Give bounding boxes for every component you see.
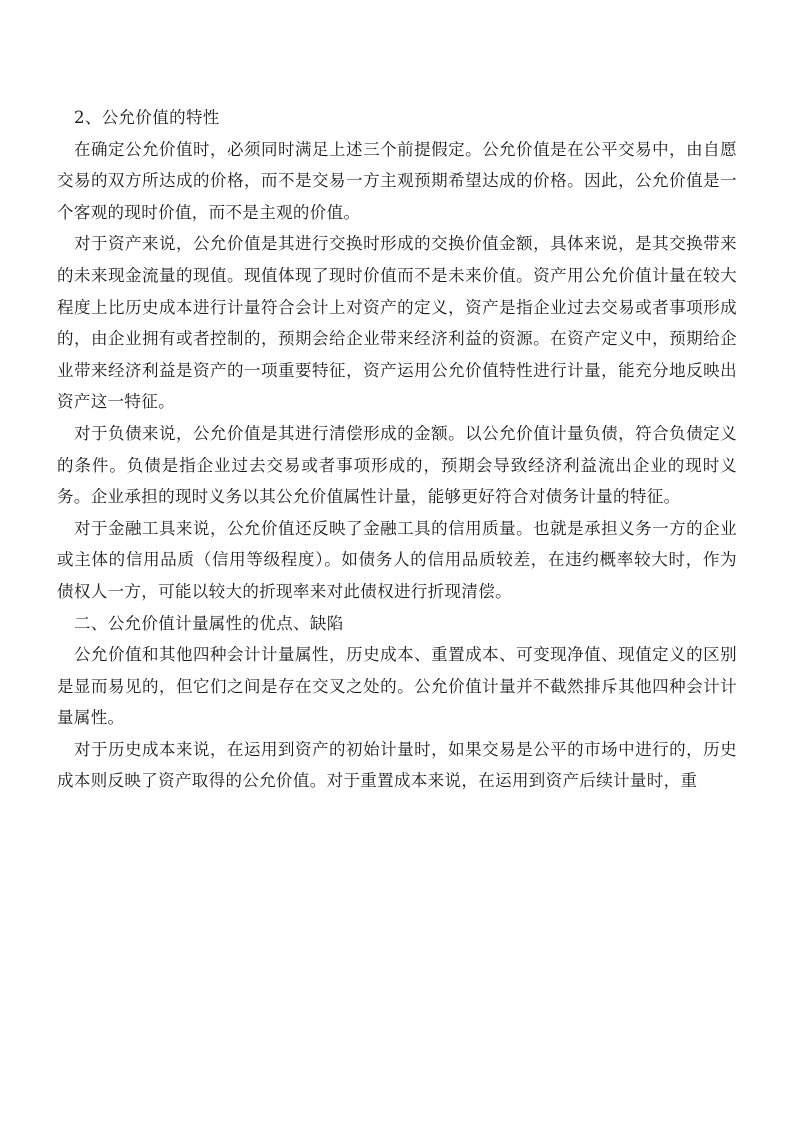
paragraph-liabilities: 对于负债来说，公允价值是其进行清偿形成的金额。以公允价值计量负债，符合负债定义的条件。负债是指企业过去交易或者事项形成的，预期会导致经济利益流出企业的现时义务。企业承担的现时义务以其公允价值属性计量，能够更好符合对债务计量的特征。 [57,423,737,507]
paragraph-objective-value: 在确定公允价值时，必须同时满足上述三个前提假定。公允价值是在公平交易中，由自愿交易的双方所达成的价格，而不是交易一方主观预期希望达成的价格。因此，公允价值是一个客观的现时价值，而不是主观的价值。 [57,139,737,222]
document-body [57,102,737,797]
paragraph-historical-cost: 对于历史成本来说，在运用到资产的初始计量时，如果交易是公平的市场中进行的，历史成本则反映了资产取得的公允价值。对于重置成本来说，在运用到资产后续计量时，重 [57,739,737,791]
paragraph-assets: 对于资产来说，公允价值是其进行交换时形成的交换价值金额，具体来说，是其交换带来的未来现金流量的现值。现值体现了现时价值而不是未来价值。资产用公允价值计量在较大程度上比历史成本进行计量符合会计上对资产的定义，资产是指企业过去交易或者事项形成的，由企业拥有或者控制的，预期会给企业带来经济利益的资源。在资产定义中，预期给企业带来经济利益是资产的一项重要特征，资产运用公允价值特性进行计量，能充分地反映出资产这一特征。 [57,234,737,412]
paragraph-other-measurement-attributes: 公允价值和其他四种会计计量属性，历史成本、重置成本、可变现净值、现值定义的区别是显而易见的，但它们之间是存在交叉之处的。公允价值计量并不截然排斥其他四种会计计量属性。 [57,645,737,728]
section-heading-pros-cons: 二、公允价值计量属性的优点、缺陷 [74,613,344,633]
paragraph-financial-instruments: 对于金融工具来说，公允价值还反映了金融工具的信用质量。也就是承担义务一方的企业或主体的信用品质（信用等级程度）。如债务人的信用品质较差，在违约概率较大时，作为债权人一方，可能以较大的折现率来对此债权进行折现清偿。 [57,518,737,601]
section-heading-characteristics: 2、公允价值的特性 [74,108,220,127]
